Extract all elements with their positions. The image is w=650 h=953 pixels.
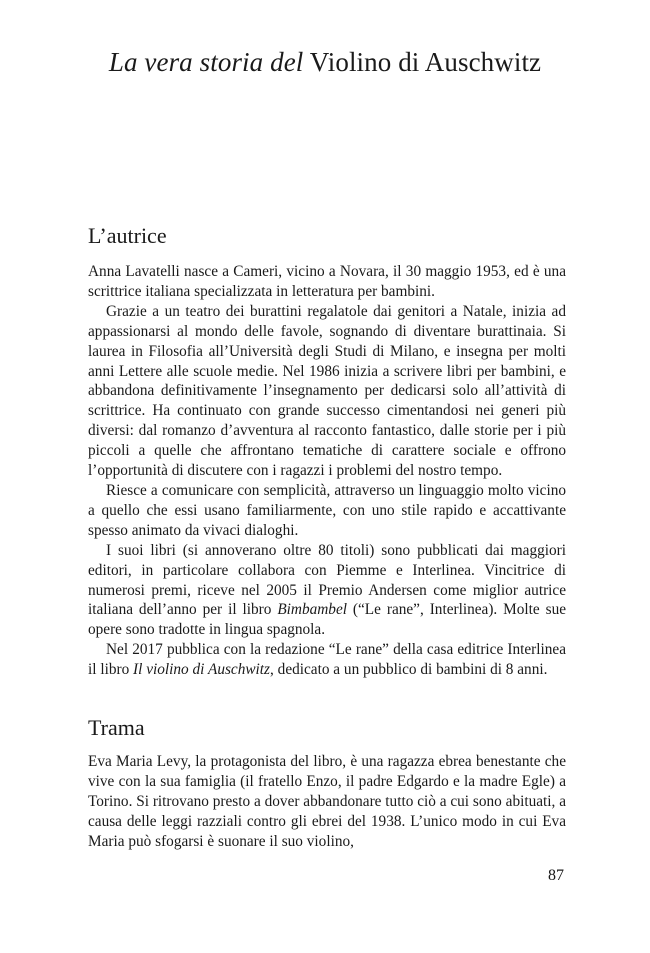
italic-title: Bimbambel <box>277 601 347 619</box>
paragraph <box>88 262 566 302</box>
paragraph <box>88 302 566 481</box>
italic-title: Il violino di Auschwitz <box>133 661 271 679</box>
paragraph <box>88 752 566 852</box>
page-number: 87 <box>548 867 564 884</box>
paragraph-text: , dedicato a un pubblico di bambini di 8 anni. <box>270 661 548 679</box>
paragraph-text: Anna Lavatelli nasce a Cameri, vicino a Novara, il 30 maggio 1953, ed è una scrittrice italiana specializzata in letteratura per bambini. <box>88 263 566 300</box>
paragraph-text: Grazie a un teatro dei burattini regalatole dai genitori a Natale, inizia ad appassionarsi al mondo delle favole, sognando di diventare burattinaia. Si laurea in Filosofia all’Università degli Studi di Milano, e insegna per molti anni Lettere alle scuole medie. Nel 1986 inizia a scrivere libri per bambini, e abbandona definitivamente l’insegnamento per dedicarsi solo all’attività di scrittrice. Ha continuato con grande successo cimentandosi nei generi più diversi: dal romanzo d’avventura al racconto fantastico, dalle storie per i più piccoli a quelle che affrontano tematiche di carattere sociale e offrono l’opportunità di discutere con i ragazzi i problemi del nostro tempo. <box>88 302 566 480</box>
paragraph <box>88 640 566 680</box>
paragraph <box>88 481 566 541</box>
running-head-italic: La vera storia del <box>108 47 304 77</box>
running-head <box>0 44 650 80</box>
section-body-autrice <box>88 262 566 680</box>
paragraph-text: Eva Maria Levy, la protagonista del libro, è una ragazza ebrea benestante che vive con la sua famiglia (il fratello Enzo, il padre Edgardo e la madre Egle) a Torino. Si ritrovano presto a dover abbandonare tutto ciò a cui sono abituati, a causa delle leggi razziali contro gli ebrei del 1938. L’unico modo in cui Eva Maria può sfogarsi è suonare il suo violino, <box>88 753 566 850</box>
running-head-roman: Violino di Auschwitz <box>309 47 542 77</box>
paragraph-text: I suoi libri (si annoverano oltre 80 titoli) sono pubblicati dai maggiori editori, in particolare collabora con Piemme e Interlinea. Vincitrice di numerosi premi, riceve nel 2005 il Premio Andersen come miglior autrice italiana dell’anno per il libro <box>88 541 566 619</box>
section-body-trama <box>88 752 566 852</box>
paragraph <box>88 541 566 641</box>
paragraph-text: (“Le rane”, Interlinea). Molte sue opere sono tradotte in lingua spagnola. <box>88 601 567 639</box>
paragraph-text: Riesce a comunicare con semplicità, attraverso un linguaggio molto vicino a quello che essi usano familiarmente, con uno stile rapido e accattivante spesso animato da vivaci dialoghi. <box>88 481 566 539</box>
section-heading-autrice: L’autrice <box>88 223 167 248</box>
paragraph-text: Nel 2017 pubblica con la redazione “Le rane” della casa editrice Interlinea il libro <box>88 641 566 679</box>
section-heading-trama: Trama <box>88 715 145 740</box>
